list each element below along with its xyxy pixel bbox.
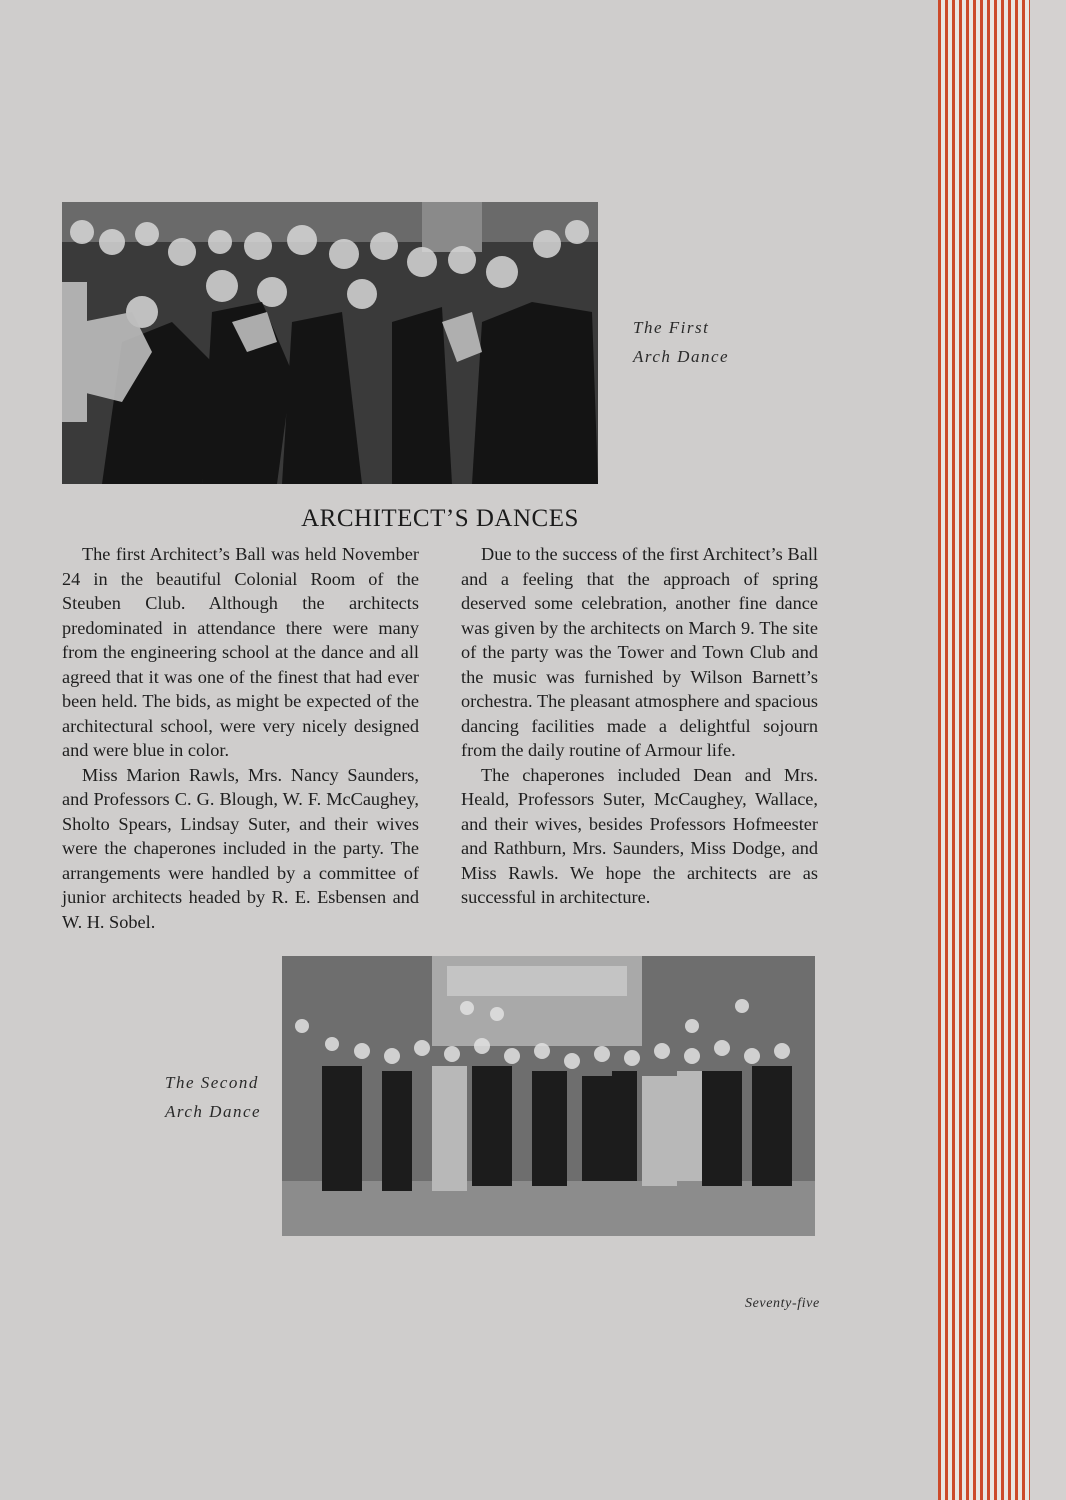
crowd-photo-graphic [62, 202, 598, 484]
first-dance-caption-line1: The First [633, 318, 710, 337]
left-text-column [62, 542, 419, 934]
page-edge [1030, 0, 1066, 1500]
left-paragraph-1: The first Architect’s Ball was held November 24 in the beautiful Colonial Room of the Steuben Club. Although the architects predominated in attendance there were many from the engineering school at the dance and all agreed that it was one of the finest that had ever been held. The bids, as might be expected of the architectural school, were very nicely designed and were blue in color. [62, 544, 419, 760]
right-paragraph-2: The chaperones included Dean and Mrs. Heald, Professors Suter, McCaughey, Wallace, and their wives, besides Professors Hofmeester and Rathburn, Mrs. Saunders, Miss Dodge, and Miss Rawls. We hope the architects are as successful in architecture. [461, 764, 818, 907]
first-dance-caption-line2: Arch Dance [633, 347, 730, 366]
red-striped-border [938, 0, 1030, 1500]
second-dance-caption-line2: Arch Dance [165, 1102, 262, 1121]
page-number: Seventy-five [745, 1296, 820, 1311]
second-arch-dance-photo [282, 956, 815, 1236]
group-photo-graphic [282, 956, 815, 1236]
second-dance-caption-line1: The Second [165, 1073, 259, 1092]
right-text-column [461, 542, 818, 910]
second-dance-caption [165, 1068, 261, 1126]
first-arch-dance-photo [62, 202, 598, 484]
page-title: ARCHITECT’S DANCES [301, 505, 579, 532]
right-paragraph-1: Due to the success of the first Architect’s Ball and a feeling that the approach of spring deserved some celebration, another fine dance was given by the architects on March 9. The site of the party was the Tower and Town Club and the music was furnished by Wilson Barnett’s orchestra. The pleasant atmosphere and spacious dancing facilities made a delightful sojourn from the daily routine of Armour life. [461, 544, 818, 760]
first-dance-caption [633, 313, 729, 371]
left-paragraph-2: Miss Marion Rawls, Mrs. Nancy Saunders, and Professors C. G. Blough, W. F. McCaughey, Sholto Spears, Lindsay Suter, and their wives were the chaperones included in the party. The arrangements were handled by a committee of junior architects headed by R. E. Esbensen and W. H. Sobel. [62, 764, 419, 932]
